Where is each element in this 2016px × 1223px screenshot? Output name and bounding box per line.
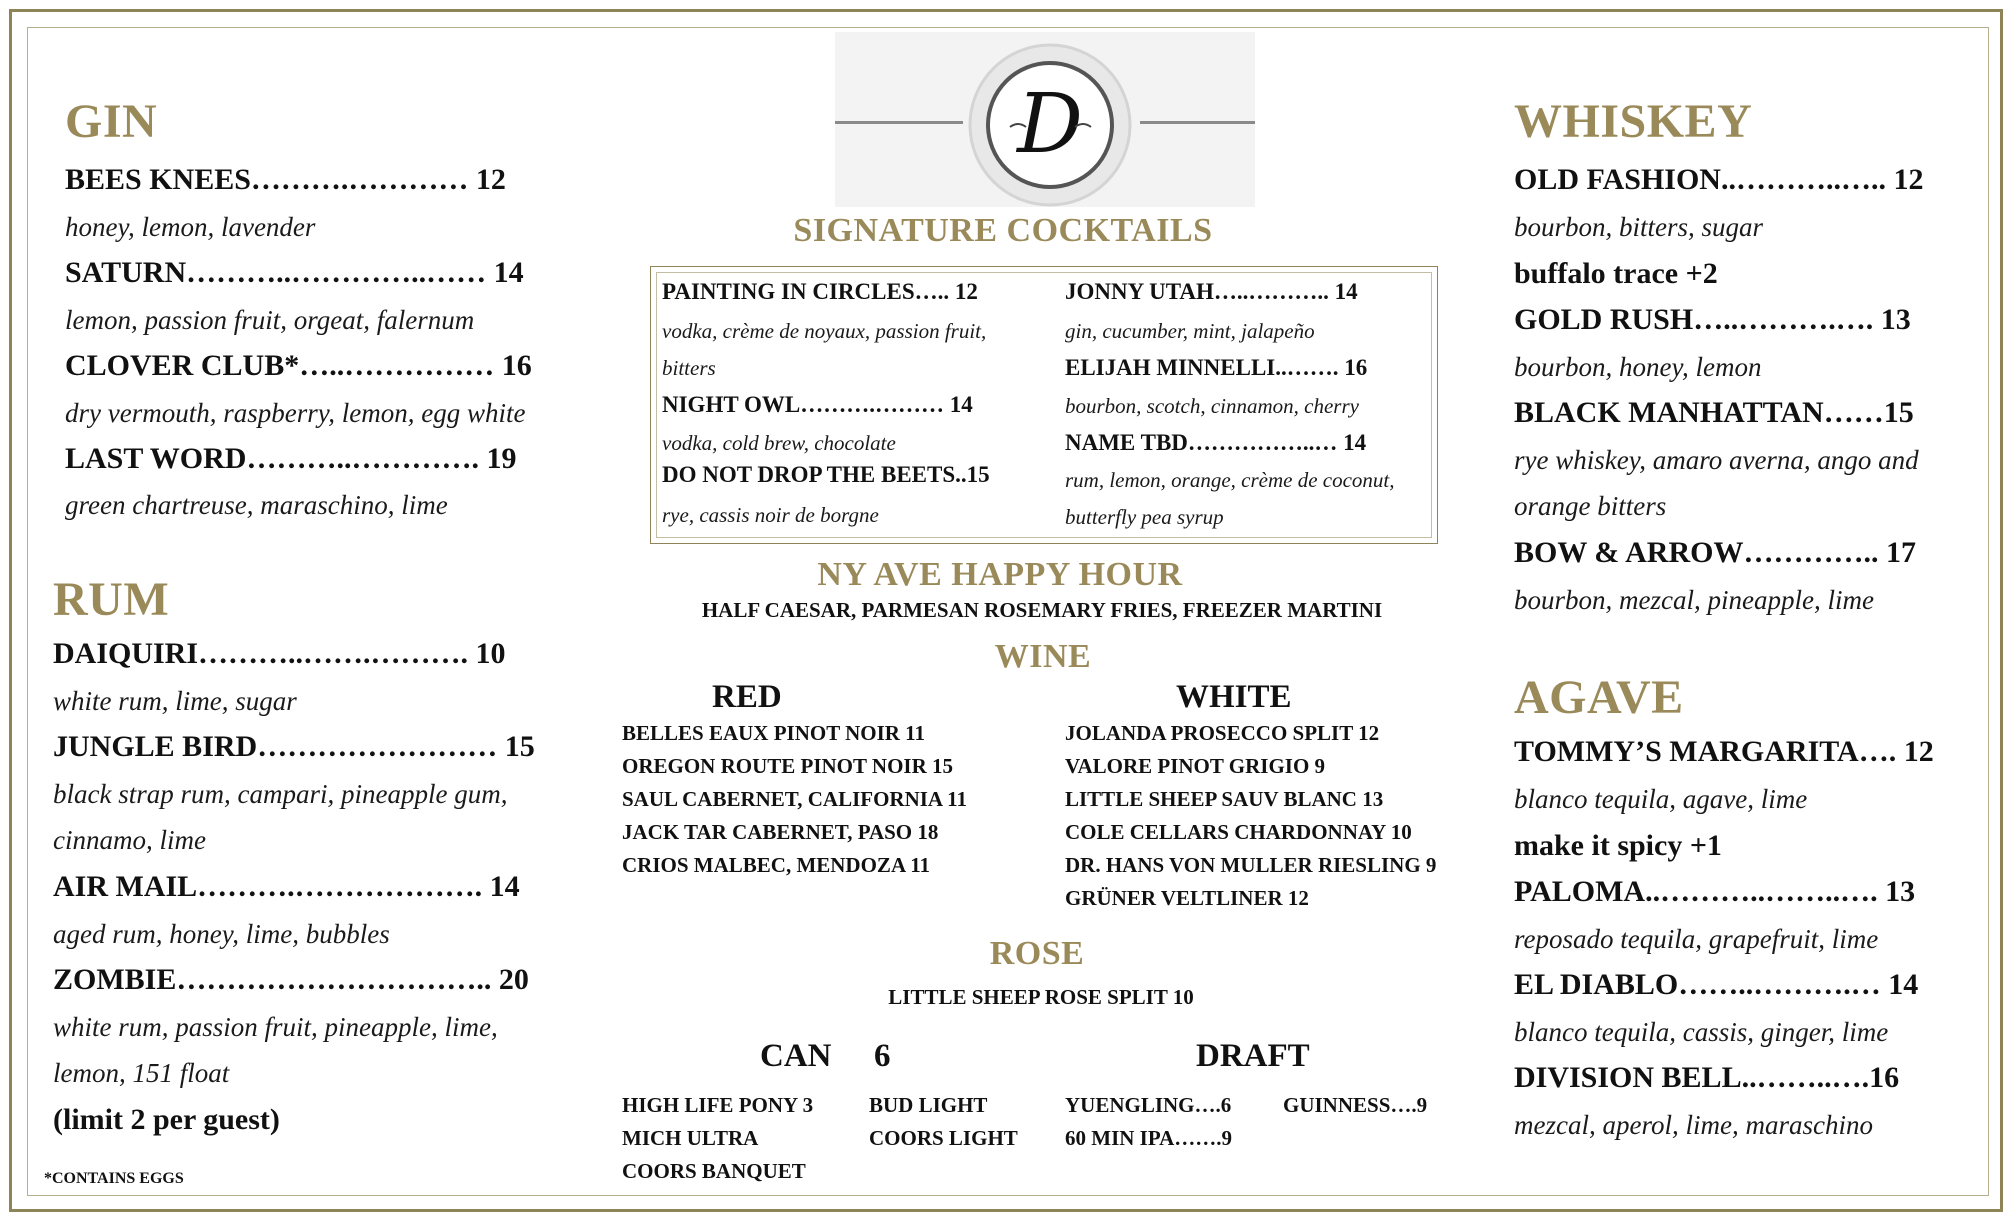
menu-item-desc: green chartreuse, maraschino, lime xyxy=(65,490,448,520)
menu-item-name: PAINTING IN CIRCLES….. 12 xyxy=(662,279,978,304)
menu-item-name: NIGHT OWL……….……… 14 xyxy=(662,392,973,417)
menu-item-name: GOLD RUSH…..……….…. 13 xyxy=(1514,303,1911,336)
menu-item-desc: gin, cucumber, mint, jalapeño xyxy=(1065,319,1315,343)
menu-item-desc: butterfly pea syrup xyxy=(1065,505,1224,529)
menu-item-desc: cinnamo, lime xyxy=(53,825,206,855)
red-heading: RED xyxy=(712,679,782,715)
menu-item-desc: bourbon, bitters, sugar xyxy=(1514,212,1764,242)
menu-item-extra: make it spicy +1 xyxy=(1514,829,1722,862)
gin-heading: GIN xyxy=(65,95,158,148)
wine-item: DR. HANS VON MULLER RIESLING 9 xyxy=(1065,853,1437,877)
menu-item-desc: lemon, passion fruit, orgeat, falernum xyxy=(65,305,475,335)
whiskey-heading: WHISKEY xyxy=(1514,95,1753,148)
menu-item-name: AIR MAIL……….………………. 14 xyxy=(53,870,520,903)
menu-item-desc: white rum, lime, sugar xyxy=(53,686,297,716)
beer-item: YUENGLING….6 xyxy=(1065,1093,1232,1117)
happy-hour-items: HALF CAESAR, PARMESAN ROSEMARY FRIES, FREEZER MARTINI xyxy=(701,598,1383,622)
menu-item-name: BEES KNEES……….………… 12 xyxy=(65,163,506,196)
menu-item-desc: orange bitters xyxy=(1514,491,1667,521)
happy-hour-heading: NY AVE HAPPY HOUR xyxy=(817,556,1183,593)
menu-item-desc: vodka, crème de noyaux, passion fruit, xyxy=(662,319,987,343)
agave-heading: AGAVE xyxy=(1514,671,1684,724)
menu-item-desc: reposado tequila, grapefruit, lime xyxy=(1514,924,1879,954)
wine-item: GRÜNER VELTLINER 12 xyxy=(1065,886,1309,910)
menu-item-desc: lemon, 151 float xyxy=(53,1058,230,1088)
menu-item-desc: blanco tequila, cassis, ginger, lime xyxy=(1514,1017,1889,1047)
wine-item: VALORE PINOT GRIGIO 9 xyxy=(1065,754,1326,778)
beer-item: COORS BANQUET xyxy=(622,1159,806,1183)
menu-item-desc: mezcal, aperol, lime, maraschino xyxy=(1514,1110,1873,1140)
menu-item-desc: rye, cassis noir de borgne xyxy=(662,503,879,527)
menu-item-name: EL DIABLO……..……….… 14 xyxy=(1514,968,1919,1001)
menu-item-desc: black strap rum, campari, pineapple gum, xyxy=(53,779,508,809)
menu-item-name: BOW & ARROW………….. 17 xyxy=(1514,536,1916,569)
menu-item-desc: bourbon, mezcal, pineapple, lime xyxy=(1514,585,1874,615)
menu-item-desc: rum, lemon, orange, crème de coconut, xyxy=(1065,468,1395,492)
limit-note: (limit 2 per guest) xyxy=(53,1103,280,1136)
menu-item-name: NAME TBD……………..… 14 xyxy=(1065,430,1367,455)
menu-item-name: JONNY UTAH…..……….. 14 xyxy=(1065,279,1358,304)
wine-item: BELLES EAUX PINOT NOIR 11 xyxy=(622,721,926,745)
wine-item: OREGON ROUTE PINOT NOIR 15 xyxy=(622,754,953,778)
menu-item-desc: honey, lemon, lavender xyxy=(65,212,316,242)
menu-item-desc: blanco tequila, agave, lime xyxy=(1514,784,1808,814)
rum-heading: RUM xyxy=(53,573,170,626)
wine-item: CRIOS MALBEC, MENDOZA 11 xyxy=(622,853,931,877)
beer-item: MICH ULTRA xyxy=(622,1126,759,1150)
menu-item-extra: buffalo trace +2 xyxy=(1514,257,1718,290)
menu-item-desc: bourbon, honey, lemon xyxy=(1514,352,1762,382)
menu-item-desc: white rum, passion fruit, pineapple, lime, xyxy=(53,1012,498,1042)
can-heading: CAN xyxy=(760,1038,832,1074)
menu-item-name: BLACK MANHATTAN……15 xyxy=(1514,396,1914,429)
can-price: 6 xyxy=(874,1038,891,1074)
footnote: *CONTAINS EGGS xyxy=(44,1170,184,1187)
wine-item: COLE CELLARS CHARDONNAY 10 xyxy=(1065,820,1412,844)
menu-item-desc: bitters xyxy=(662,356,716,380)
wine-item: LITTLE SHEEP ROSE SPLIT 10 xyxy=(888,985,1194,1009)
logo-emblem-icon xyxy=(835,32,1255,207)
menu-item-name: LAST WORD………..…………. 19 xyxy=(65,442,517,475)
wine-item: JOLANDA PROSECCO SPLIT 12 xyxy=(1065,721,1380,745)
white-heading: WHITE xyxy=(1176,679,1292,715)
logo xyxy=(835,32,1255,207)
logo-letter: D xyxy=(1017,77,1083,172)
wine-heading: WINE xyxy=(994,638,1092,675)
menu-item-desc: rye whiskey, amaro averna, ango and xyxy=(1514,445,1919,475)
beer-item: COORS LIGHT xyxy=(869,1126,1018,1150)
beer-item: 60 MIN IPA…….9 xyxy=(1065,1126,1233,1150)
rose-heading: ROSE xyxy=(989,935,1085,972)
menu-item-name: SATURN………..…………..…… 14 xyxy=(65,256,524,289)
menu-item-desc: aged rum, honey, lime, bubbles xyxy=(53,919,390,949)
menu-item-name: JUNGLE BIRD…………………… 15 xyxy=(53,730,535,763)
wine-item: JACK TAR CABERNET, PASO 18 xyxy=(622,820,939,844)
menu-item-name: DAIQUIRI………..…….………. 10 xyxy=(53,637,506,670)
menu-item-desc: vodka, cold brew, chocolate xyxy=(662,431,896,455)
menu-item-desc: bourbon, scotch, cinnamon, cherry xyxy=(1065,394,1359,418)
beer-item: GUINNESS….9 xyxy=(1283,1093,1428,1117)
menu-item-name: ZOMBIE………………………….. 20 xyxy=(53,963,529,996)
menu-item-desc: dry vermouth, raspberry, lemon, egg white xyxy=(65,398,526,428)
wine-item: SAUL CABERNET, CALIFORNIA 11 xyxy=(622,787,968,811)
menu-item-name: ELIJAH MINNELLI..……. 16 xyxy=(1065,355,1368,380)
wine-item: LITTLE SHEEP SAUV BLANC 13 xyxy=(1065,787,1384,811)
beer-item: HIGH LIFE PONY 3 xyxy=(622,1093,814,1117)
draft-heading: DRAFT xyxy=(1196,1038,1310,1074)
menu-item-name: TOMMY’S MARGARITA…. 12 xyxy=(1514,735,1934,768)
menu-item-name: OLD FASHION..………..….. 12 xyxy=(1514,163,1924,196)
menu-item-name: PALOMA..………..……..…. 13 xyxy=(1514,875,1916,908)
signature-heading: SIGNATURE COCKTAILS xyxy=(793,212,1213,249)
menu-item-name: DO NOT DROP THE BEETS..15 xyxy=(662,462,990,487)
beer-item: BUD LIGHT xyxy=(869,1093,988,1117)
menu-item-name: DIVISION BELL..……..….16 xyxy=(1514,1061,1900,1094)
menu-item-name: CLOVER CLUB*…..…………… 16 xyxy=(65,349,532,382)
